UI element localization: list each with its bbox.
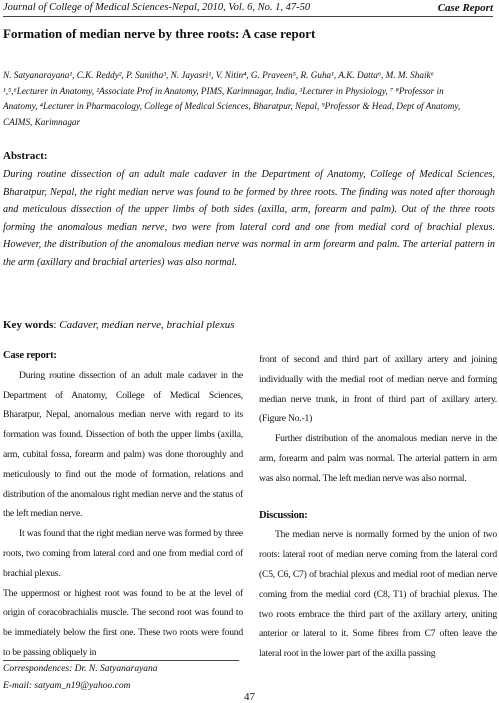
left-column — [3, 346, 243, 663]
abstract-body — [3, 166, 495, 272]
page-number: 47 — [244, 691, 255, 703]
journal-citation: Journal of College of Medical Sciences-Nepal, 2010, Vol. 6, No. 1, 47-50 — [3, 2, 311, 13]
keywords-label: Key words — [3, 319, 54, 331]
paragraph: Further distribution of the anomalous median nerve in the arm, forearm and palm was normal. The arterial pattern in arm was also normal. The left median nerve was also normal. — [259, 433, 497, 484]
running-header — [3, 2, 493, 16]
affiliation-line: CAIMS, Karimnagar — [3, 116, 81, 127]
affiliation-line: ¹,⁵,⁶Lecturer in Anatomy, ²Associate Prof in Anatomy, PIMS, Karimnagar, India, ³Lecturer in Physiology, ⁷ ⁸Professor in — [3, 85, 444, 96]
keywords-separator: : — [53, 319, 60, 331]
abstract-heading: Abstract: — [3, 150, 48, 162]
paragraph: It was found that the right median nerve was formed by three roots, two coming from lateral cord and one from medial cord of brachial plexus. — [3, 528, 243, 579]
abstract-text: During routine dissection of an adult male cadaver in the Department of Anatomy, College of Medical Sciences, Bharatpur, Nepal, the right median nerve was found to be formed by three roots. The finding was noted after thorough and meticulous dissection of the upper limbs of both sides (axilla, arm, forearm and palm). Out of the three roots forming the anomalous median nerve, two were from lateral cord and one from medial cord of brachial plexus. However, the distribution of the anomalous median nerve was normal in arm forearm and palm. The arterial pattern in the arm (axillary and brachial arteries) was also normal. — [3, 169, 495, 268]
paragraph: The median nerve is normally formed by the union of two roots: lateral root of median nerve coming from the lateral cord (C5, C6, C7) of brachial plexus and medial root of median nerve coming from the medial cord (C8, T1) of brachial plexus. The two roots embrace the third part of the axillary artery, uniting anterior or lateral to it. Some fibres from C7 often leave the lateral root in the lower part of the axilla passing — [259, 529, 497, 660]
paragraph: front of second and third part of axillary artery and joining individually with the medial root of median nerve and forming median nerve trunk, in front of third part of axillary artery. (Figure No.-1) — [259, 354, 497, 425]
section-label: Case Report — [437, 2, 493, 14]
right-column — [259, 350, 497, 664]
case-report-heading: Case report: — [3, 350, 57, 361]
keywords — [3, 319, 235, 331]
author-list: N. Satyanarayana¹, C.K. Reddy², P. Sunitha³, N. Jayasri¹, V. Nitin⁴, G. Praveen⁵, R. Guha¹, A.K. Datta⁶, M. M. Shaik⁶ — [3, 70, 434, 80]
correspondence-block — [3, 661, 158, 695]
author-block — [3, 68, 495, 130]
discussion-heading: Discussion: — [259, 509, 308, 521]
correspondence: Correspondences: Dr. N. Satyanarayana — [3, 664, 158, 674]
paragraph: During routine dissection of an adult male cadaver in the Department of Anatomy, College of Medical Sciences, Bharatpur, Nepal, anomalous median nerve with regard to its formation was found. Dissection of both the upper limbs (axilla, arm, cubital fossa, forearm and palm) was done thoroughly and meticulously to find out the mode of formation, relations and distribution of the anomalous right median nerve and the status of the left median nerve. — [3, 369, 243, 520]
paragraph: The uppermost or highest root was found to be at the level of origin of coracobrachialis muscle. The second root was found to be immediately below the first one. These two roots were found to be passing obliquely in — [3, 587, 243, 658]
paper-title: Formation of median nerve by three roots: A case report — [3, 26, 316, 41]
email: E-mail: satyam_n19@yahoo.com — [3, 681, 131, 691]
header-rule — [3, 16, 493, 17]
affiliation-line: Anatomy, ⁴Lecturer in Pharmacology, College of Medical Sciences, Bharatpur, Nepal, ⁹Professor & Head, Dept of Anatomy, — [3, 101, 461, 111]
keywords-text: Cadaver, median nerve, brachial plexus — [59, 319, 235, 331]
